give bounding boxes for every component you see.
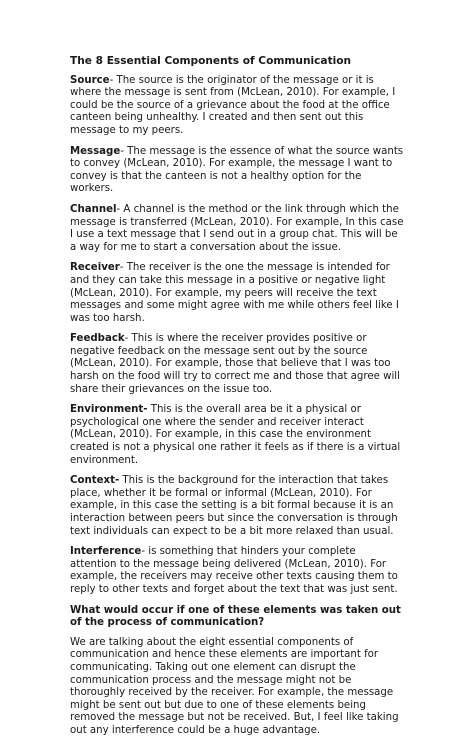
document-title: The 8 Essential Components of Communication [70, 55, 352, 67]
definition-environment: This is the overall area be it a physical or psychological one where the sender and receiver interact (McLean, 2010). For example, in this case the environment created is not a physical one rather it feels as if there is a virtual environment. [70, 404, 401, 466]
component-environment [70, 404, 404, 467]
component-receiver [70, 262, 404, 325]
term-feedback: Feedback [70, 333, 125, 345]
document-page [70, 55, 404, 746]
definition-interference: - is something that hinders your complete attention to the message being delivered (McLean, 2010). For example, the receivers may receive other texts causing them to reply to other texts and forget about the text that was just sent. [70, 546, 398, 595]
section-question: What would occur if one of these elements was taken out of the process of communication? [70, 604, 401, 629]
term-channel: Channel [70, 203, 117, 215]
term-context: Context- [70, 475, 120, 487]
definition-channel: - A channel is the method or the link through which the message is transferred (McLean, 2010). For example, In this case I use a text message that I send out in a group chat. This will be a way for me to start a conversation about the issue. [70, 203, 404, 253]
term-source: Source [70, 74, 110, 86]
term-interference: Interference [70, 546, 142, 558]
definition-source: - The source is the originator of the message or it is where the message is sent from (McLean, 2010). For example, I could be the source of a grievance about the food at the office canteen being unhealthy. I created and then sent out this message to my peers. [70, 74, 396, 136]
term-receiver: Receiver [70, 262, 120, 274]
component-channel [70, 204, 404, 254]
component-context [70, 475, 404, 538]
component-source [70, 75, 404, 138]
definition-message: - The message is the essence of what the source wants to convey (McLean, 2010). For example, the message I want to convey is that the canteen is not a healthy option for the workers. [70, 145, 404, 195]
component-interference [70, 546, 404, 596]
component-message [70, 146, 404, 196]
definition-context: This is the background for the interaction that takes place, whether it be formal or informal (McLean, 2010). For example, in this case the setting is a bit formal because it is an interaction between peers but since the conversation is through text individuals can expect to be a bit more relaxed than usual. [70, 475, 398, 537]
component-feedback [70, 333, 404, 396]
answer-paragraph: We are talking about the eight essential components of communication and hence these elements are important for communicating. Taking out one element can disrupt the communication process and the message might not be thoroughly received by the receiver. For example, the message might be sent out but due to one of these elements being removed the message but not be received. But, I feel like taking out any interference could be a huge advantage. [70, 636, 399, 736]
term-environment: Environment- [70, 404, 148, 416]
definition-receiver: - The receiver is the one the message is intended for and they can take this message in a positive or negative light (McLean, 2010). For example, my peers will receive the text messages and some might agree with me while others feel like I was too harsh. [70, 262, 399, 324]
definition-feedback: - This is where the receiver provides positive or negative feedback on the message sent out by the source (McLean, 2010). For example, those that believe that I was too harsh on the food will try to correct me and those that agree will share their grievances on the issue too. [70, 333, 400, 395]
term-message: Message [70, 145, 121, 157]
